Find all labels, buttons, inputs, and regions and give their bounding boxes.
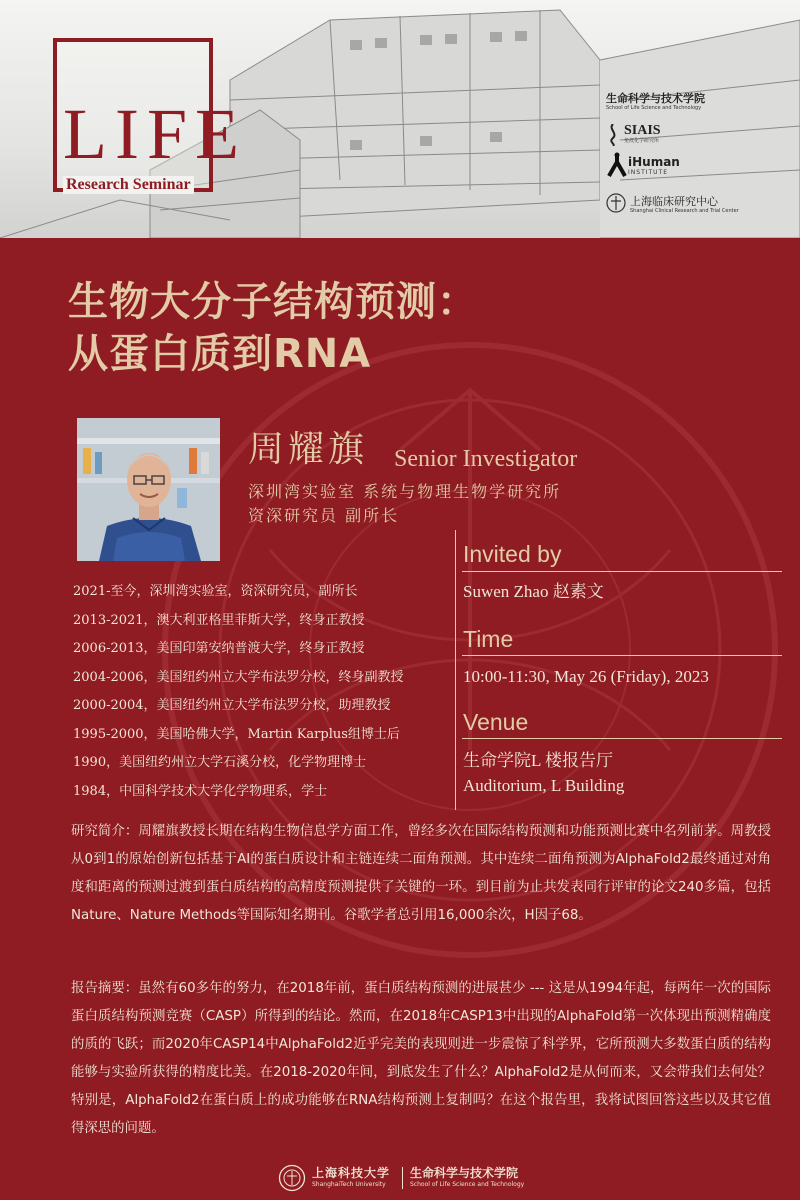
university-name-en: ShanghaiTech University — [312, 1181, 386, 1188]
time-value: 10:00-11:30, May 26 (Friday), 2023 — [463, 667, 709, 686]
speaker-affiliation: 深圳湾实验室 系统与物理生物学研究所 — [248, 482, 562, 501]
header-banner: LIFE Research Seminar 生命科学与技术学院 School of Life Science and Technology SIAIS 免疫化学研究所 iHuman INSTITUTE 上海临床研究中心 Shanghai Clinical Research and Trial Center — [0, 0, 800, 238]
footer-separator — [402, 1167, 403, 1189]
invited-by-value: Suwen Zhao 赵素文 — [463, 582, 604, 601]
career-item: 2021-至今，深圳湾实验室，资深研究员，副所长 — [73, 584, 358, 599]
series-subtitle: Research Seminar — [63, 176, 194, 194]
venue-value-cn: 生命学院L 楼报告厅 — [463, 751, 614, 770]
info-divider — [462, 738, 782, 739]
siais-icon — [606, 124, 620, 146]
university-name-cn: 上海科技大学 — [312, 1166, 391, 1180]
speaker-name: 周耀旗 — [248, 429, 369, 470]
speaker-portrait-illustration — [77, 418, 220, 561]
seminar-title — [68, 276, 478, 380]
venue-label: Venue — [463, 709, 529, 735]
clinical-center-icon — [606, 192, 626, 214]
career-item: 2006-2013，美国印第安纳普渡大学，终身正教授 — [73, 641, 365, 656]
logo-school-life-science: 生命科学与技术学院 School of Life Science and Technology — [606, 92, 705, 111]
title-line-1: 生物大分子结构预测： — [68, 279, 478, 325]
venue-value-en: Auditorium, L Building — [463, 776, 625, 795]
speaker-title: 资深研究员 副所长 — [248, 506, 400, 525]
invited-by-label: Invited by — [463, 541, 562, 567]
info-divider — [462, 655, 782, 656]
school-name-en: School of Life Science and Technology — [410, 1181, 525, 1188]
info-divider — [462, 571, 782, 572]
time-label: Time — [463, 626, 514, 652]
career-item: 1995-2000，美国哈佛大学，Martin Karplus组博士后 — [73, 726, 400, 742]
career-item: 2013-2021，澳大利亚格里菲斯大学，终身正教授 — [73, 612, 365, 628]
career-item: 2000-2004，美国纽约州立大学布法罗分校，助理教授 — [73, 698, 391, 713]
info-divider-vertical — [455, 530, 456, 810]
career-item: 1984，中国科学技术大学化学物理系，学士 — [73, 783, 328, 799]
school-name-cn: 生命科学与技术学院 — [410, 1166, 519, 1180]
speaker-bio: 研究简介：周耀旗教授长期在结构生物信息学方面工作，曾经多次在国际结构预测和功能预测比赛中名列前茅。周教授从0到1的原始创新包括基于AI的蛋白质设计和主链连续二面角预测。其中连续二面角预测为AlphaFold2最终通过对角度和距离的预测过渡到蛋白质结构的高精度预测提供了关键的一环。到目前为止共发表同行评审的论文240多篇，包括Nature、Nature Methods等国际知名期刊。谷歌学者总引用16,000余次，H因子68。 — [71, 824, 771, 923]
ihuman-icon — [606, 152, 628, 178]
career-item: 2004-2006，美国纽约州立大学布法罗分校，终身副教授 — [73, 669, 404, 685]
speaker-position: Senior Investigator — [394, 446, 578, 472]
career-item: 1990，美国纽约州立大学石溪分校，化学物理博士 — [73, 755, 367, 770]
speaker-career-list — [73, 578, 404, 806]
series-word: LIFE — [63, 94, 247, 174]
university-seal-icon — [278, 1164, 306, 1192]
speaker-photo — [77, 418, 220, 561]
talk-abstract: 报告摘要：虽然有60多年的努力，在2018年前，蛋白质结构预测的进展甚少 --- 这是从1994年起，每两年一次的国际蛋白质结构预测竞赛（CASP）所得到的结论。然而，在2018年CASP13中出现的AlphaFold第一次体现出预测精确度的质的飞跃；而2020年CASP14中AlphaFold2近乎完美的表现则进一步震惊了科学界，它所预测大多数蛋白质的结构能够与实验所获得的精度比美。在2018-2020年间，到底发生了什么？AlphaFold2是从何而来，又会带我们去何处？特别是，AlphaFold2在蛋白质上的成功能够在RNA结构预测上复制吗？在这个报告里，我将试图回答这些以及其它值得深思的问题。 — [71, 981, 771, 1136]
series-logo-box — [53, 38, 247, 192]
title-line-2: 从蛋白质到RNA — [68, 331, 372, 377]
